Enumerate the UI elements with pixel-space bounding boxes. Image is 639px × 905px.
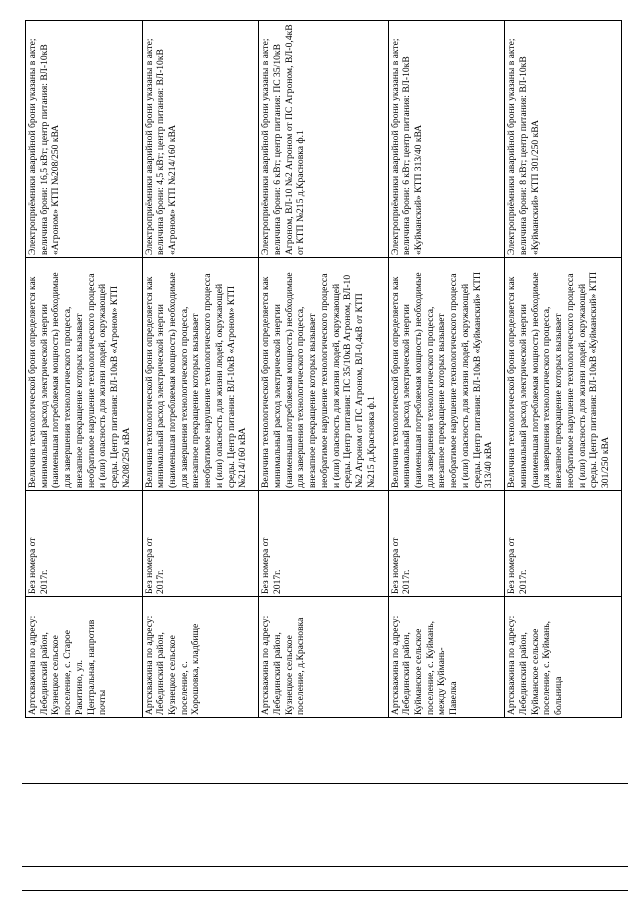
date-cell: Без номера от 2017г.: [26, 491, 143, 597]
divider-line: [22, 783, 628, 784]
emergency-reserve-cell: Электроприёмники аварийной брони указаны в акте; величина брони: 6 кВт; центр питания: ПС 35/10кВ Агроном, ВЛ-10 №2 Агроном от ПС Агроном, ВЛ-0,4кВ от КТП №215 д.Красновка ф.1: [259, 21, 388, 258]
table-row: [142, 21, 259, 718]
table-row: [259, 21, 388, 718]
tech-reserve-cell: Величина технологической брони определяется как минимальный расход электрической энергии (наименьшая потребляемая мощность) необходимые для завершения технологического процесса, внезапное прекращение которых вызывает необратимое нарушение технологического процесса и (или) опасность для жизни людей, окружающей среды. Центр питания: ВЛ-10кВ «Агроном» КТП №214/160 кВА: [142, 258, 259, 491]
date-cell: Без номера от 2017г.: [259, 491, 388, 597]
power-reserve-table: [25, 20, 622, 718]
location-cell: Артскважина по адресу: Лебединский район, Кузнецкое сельское поселение, с. Хорошовка, кладбище: [142, 597, 259, 718]
divider-line: [22, 890, 628, 891]
table-row: [388, 21, 505, 718]
location-cell: Артскважина по адресу: Лебединский район, Куйманское сельское поселение, с. Куймань, между Куймань- Павелка: [388, 597, 505, 718]
date-cell: Без номера от 2017г.: [505, 491, 622, 597]
tech-reserve-cell: Величина технологической брони определяется как минимальный расход электрической энергии (наименьшая потребляемая мощность) необходимые для завершения технологического процесса, внезапное прекращение которых вызывает необратимое нарушение технологического процесса и (или) опасность для жизни людей, окружающей среды. Центр питания: ПС 35/10кВ Агроном, ВЛ-10 №2 Агроном от ПС Агроном, ВЛ-0,4кВ от КТП №215 д.Красновка ф.1: [259, 258, 388, 491]
table-row: [26, 21, 143, 718]
emergency-reserve-cell: Электроприёмники аварийной брони указаны в акте; величина брони: 6 кВт; центр питания: ВЛ-10кВ «Куйманский» КТП 313/40 кВА: [388, 21, 505, 258]
date-cell: Без номера от 2017г.: [142, 491, 259, 597]
rotated-table-container: [25, 21, 622, 718]
location-cell: Артскважина по адресу: Лебединский район, Кузнецкое сельское поселение, д.Красновка: [259, 597, 388, 718]
location-cell: Артскважина по адресу: Лебединский район, Куйманское сельское поселение, с. Куймань, больница: [505, 597, 622, 718]
emergency-reserve-cell: Электроприёмники аварийной брони указаны в акте; величина брони: 16,5 кВт; центр питания: ВЛ-10кВ «Агроном» КТП №208/250 кВА: [26, 21, 143, 258]
tech-reserve-cell: Величина технологической брони определяется как минимальный расход электрической энергии (наименьшая потребляемая мощность) необходимые для завершения технологического процесса, внезапное прекращение которых вызывает необратимое нарушение технологического процесса и (или) опасность для жизни людей, окружающей среды. Центр питания: ВЛ-10кВ «Куйманский» КТП 301/250 кВА: [505, 258, 622, 491]
date-cell: Без номера от 2017г.: [388, 491, 505, 597]
emergency-reserve-cell: Электроприёмники аварийной брони указаны в акте; величина брони: 4,5 кВт; центр питания: ВЛ-10кВ «Агроном» КТП №214/160 кВА: [142, 21, 259, 258]
emergency-reserve-cell: Электроприёмники аварийной брони указаны в акте; величина брони: 8 кВт; центр питания: ВЛ-10кВ «Куйманский» КТП 301/250 кВА: [505, 21, 622, 258]
location-cell: Артскважина по адресу: Лебединский район, Кузнецкое сельское поселение, с. Старое Ракитино, ул. Центральная, напротив почты: [26, 597, 143, 718]
divider-line: [22, 866, 628, 867]
tech-reserve-cell: Величина технологической брони определяется как минимальный расход электрической энергии (наименьшая потребляемая мощность) необходимые для завершения технологического процесса, внезапное прекращение которых вызывает необратимое нарушение технологического процесса и (или) опасность для жизни людей, окружающей среды. Центр питания: ВЛ-10кВ «Куйманский» КТП 313/40 кВА: [388, 258, 505, 491]
table-row: [505, 21, 622, 718]
tech-reserve-cell: Величина технологической брони определяется как минимальный расход электрической энергии (наименьшая потребляемая мощность) необходимые для завершения технологического процесса, внезапное прекращение которых вызывает необратимое нарушение технологического процесса и (или) опасность для жизни людей, окружающей среды. Центр питания: ВЛ-10кВ «Агроном» КТП №208/250 кВА: [26, 258, 143, 491]
